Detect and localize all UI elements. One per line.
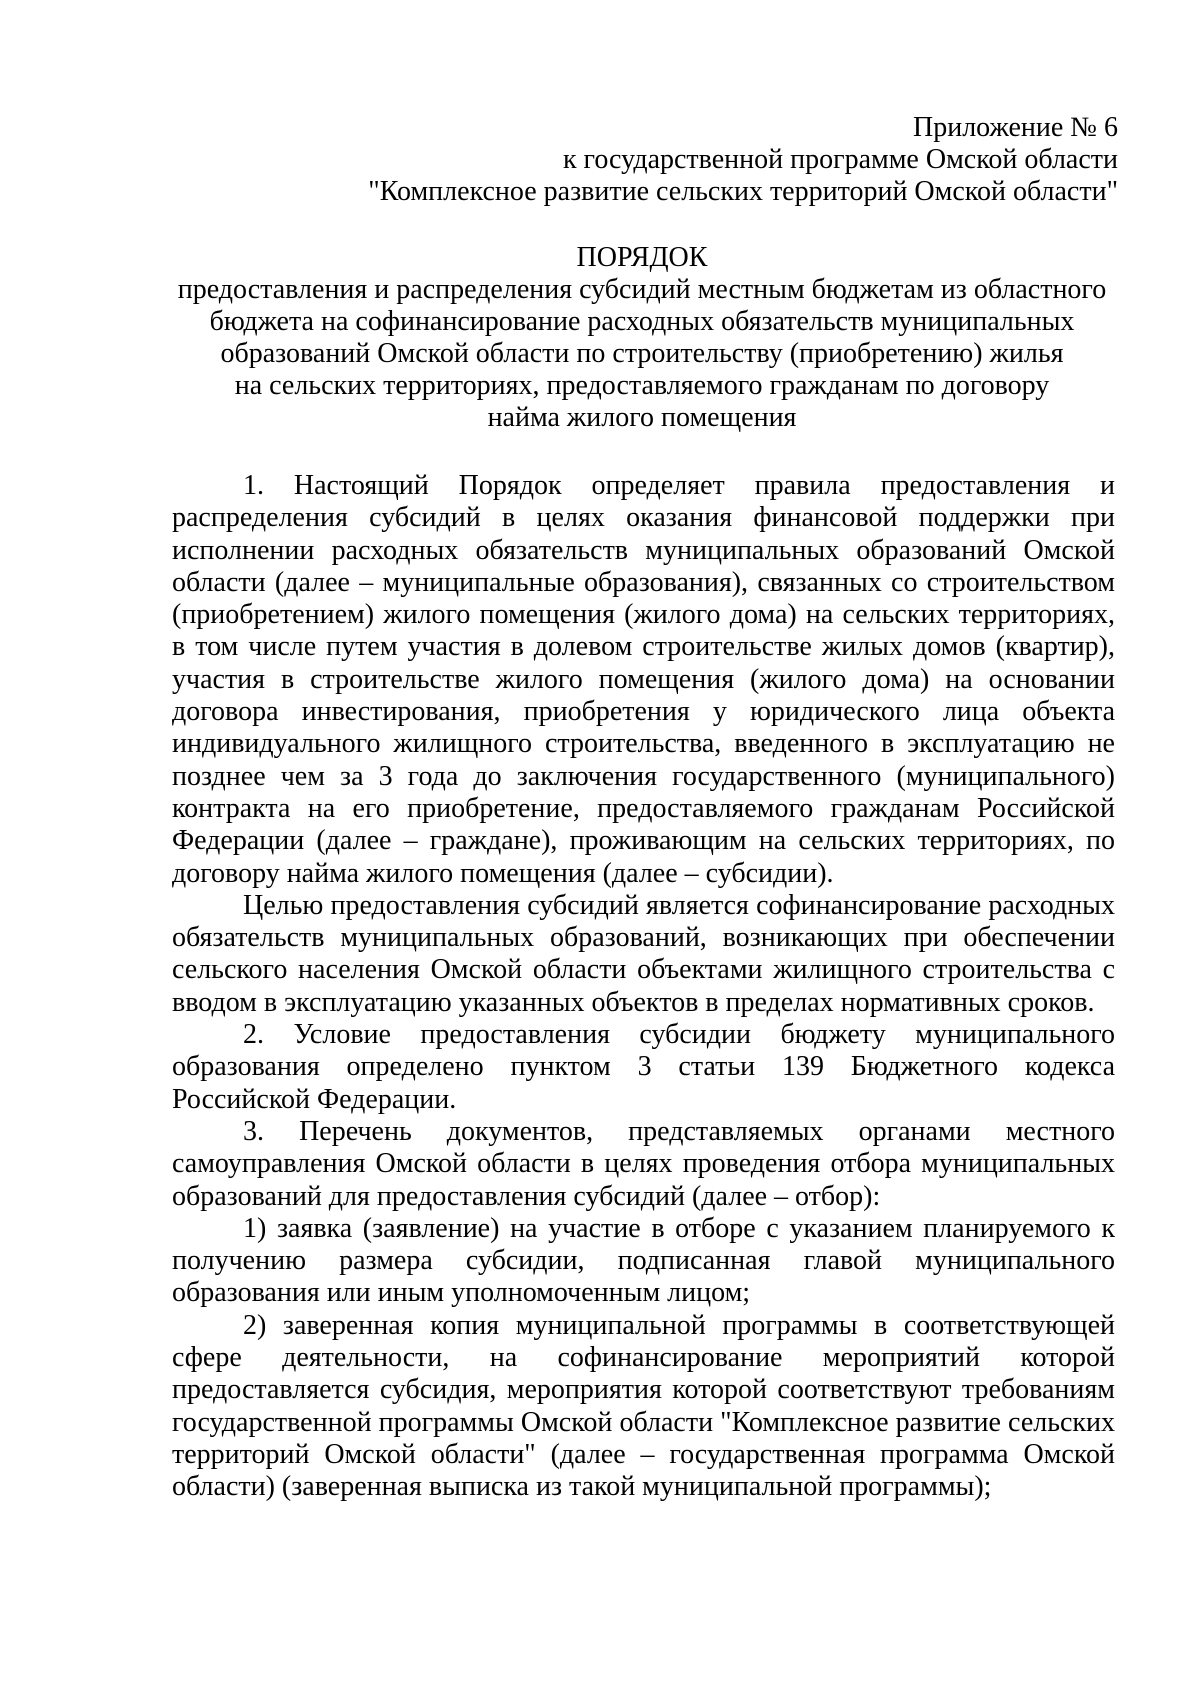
title-line-3: образований Омской области по строительству (приобретению) жилья bbox=[220, 338, 1064, 369]
paragraph-3-item-1: 1) заявка (заявление) на участие в отборе с указанием планируемого к получению размера субсидии, подписанная главой муниципального образования или иным уполномоченным лицом; bbox=[172, 1212, 1115, 1309]
paragraph-3-item-2: 2) заверенная копия муниципальной программы в соответствующей сфере деятельности, на софинансирование мероприятий которой предоставляется субсидия, мероприятия которой соответствуют требованиям государственной программы Омской области "Комплексное развитие сельских территорий Омской области" (далее – государственная программа Омской области) (заверенная выписка из такой муниципальной программы); bbox=[172, 1309, 1115, 1503]
paragraph-purpose: Целью предоставления субсидий является софинансирование расходных обязательств муниципальных образований, возникающих при обеспечении сельского населения Омской области объектами жилищного строительства с вводом в эксплуатацию указанных объектов в пределах нормативных сроков. bbox=[172, 889, 1115, 1018]
appendix-number: Приложение № 6 bbox=[913, 112, 1118, 143]
document-title bbox=[172, 242, 1112, 434]
appendix-header bbox=[368, 112, 1118, 208]
title-line-2: бюджета на софинансирование расходных обязательств муниципальных bbox=[209, 306, 1075, 337]
title-line-1: предоставления и распределения субсидий местным бюджетам из областного bbox=[177, 274, 1107, 305]
paragraph-3: 3. Перечень документов, представляемых органами местного самоуправления Омской области в целях проведения отбора муниципальных образований для предоставления субсидий (далее – отбор): bbox=[172, 1115, 1115, 1212]
paragraph-1: 1. Настоящий Порядок определяет правила предоставления и распределения субсидий в целях оказания финансовой поддержки при исполнении расходных обязательств муниципальных образований Омской области (далее – муниципальные образования), связанных со строительством (приобретением) жилого помещения (жилого дома) на сельских территориях, в том числе путем участия в долевом строительстве жилых домов (квартир), участия в строительстве жилого помещения (жилого дома) на основании договора инвестирования, приобретения у юридического лица объекта индивидуального жилищного строительства, введенного в эксплуатацию не позднее чем за 3 года до заключения государственного (муниципального) контракта на его приобретение, предоставляемого гражданам Российской Федерации (далее – граждане), проживающим на сельских территориях, по договору найма жилого помещения (далее – субсидии). bbox=[172, 470, 1115, 889]
title-line-5: найма жилого помещения bbox=[487, 402, 797, 433]
title-line-4: на сельских территориях, предоставляемого гражданам по договору bbox=[234, 370, 1050, 401]
paragraph-2: 2. Условие предоставления субсидии бюджету муниципального образования определено пунктом 3 статьи 139 Бюджетного кодекса Российской Федерации. bbox=[172, 1019, 1115, 1115]
title-heading: ПОРЯДОК bbox=[576, 242, 708, 273]
document-body bbox=[172, 470, 1115, 1504]
appendix-program-name: "Комплексное развитие сельских территорий Омской области" bbox=[368, 176, 1118, 207]
appendix-program-ref: к государственной программе Омской области bbox=[562, 144, 1118, 175]
